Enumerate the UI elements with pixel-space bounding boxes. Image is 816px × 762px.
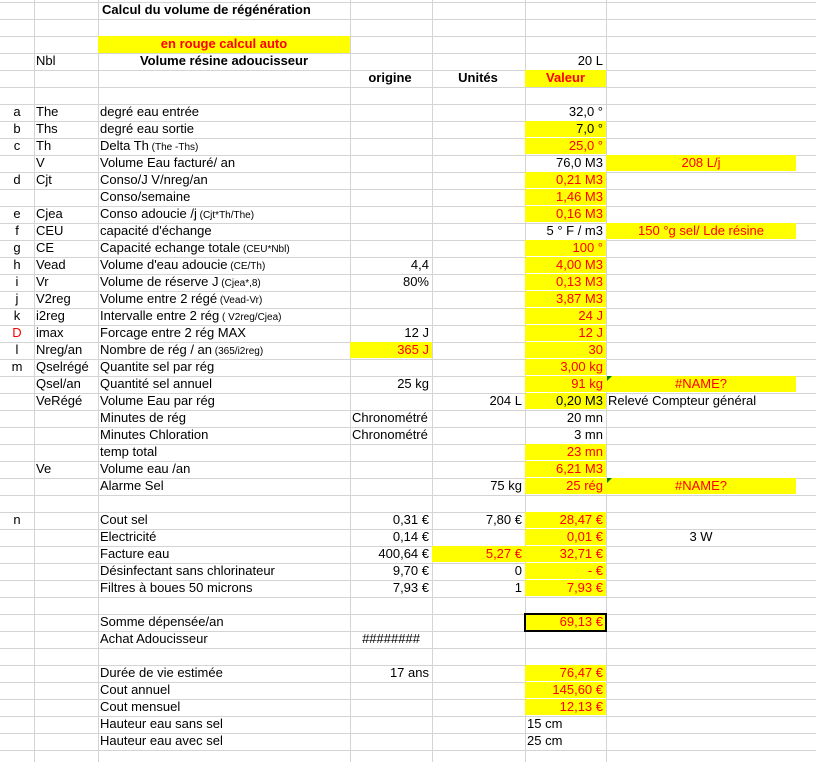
row-symbol-cell[interactable]: Qselrégé (36, 359, 89, 374)
row-label-cell[interactable]: Minutes de rég (100, 410, 186, 425)
row-letter-cell[interactable]: i (15, 274, 19, 289)
row-label-cell[interactable]: Cout mensuel (100, 699, 181, 714)
origine-cell[interactable]: 7,93 € (392, 580, 429, 595)
note-cell[interactable]: 3 W (689, 529, 713, 544)
row-label-cell[interactable]: Achat Adoucisseur (100, 631, 208, 646)
row-label-cell[interactable]: Volume Eau par rég (100, 393, 215, 408)
row-label-cell[interactable]: Volume entre 2 régé (Vead-Vr) (100, 291, 263, 306)
row-letter-cell[interactable]: f (15, 223, 19, 238)
unites-cell[interactable]: 5,27 € (432, 546, 525, 562)
formula-note: (Vead-Vr) (217, 295, 263, 306)
note-cell[interactable]: 150 °g sel/ Lde résine (606, 223, 796, 239)
row-symbol-cell[interactable]: Qsel/an (36, 376, 81, 391)
error-indicator-icon (607, 376, 612, 381)
row-label-cell[interactable]: Nombre de rég / an (365/i2reg) (100, 342, 264, 357)
row-symbol-cell[interactable]: imax (36, 325, 64, 340)
origine-cell[interactable]: Chronométré (352, 410, 428, 425)
formula-note: (CEU*Nbl) (240, 244, 290, 255)
unites-cell[interactable]: 0 (514, 563, 522, 578)
origine-cell[interactable]: 0,14 € (392, 529, 429, 544)
row-letter-cell[interactable]: j (15, 291, 19, 306)
header-unites[interactable]: Unités (458, 70, 498, 85)
valeur-cell[interactable]: 76,0 M3 (556, 155, 603, 170)
row-symbol-cell[interactable]: VeRégé (36, 393, 83, 408)
row-symbol-cell[interactable]: The (36, 104, 59, 119)
valeur-cell[interactable]: 0,13 M3 (525, 274, 606, 290)
valeur-cell[interactable]: 3,00 kg (525, 359, 606, 375)
formula-note: (Cjea*,8) (218, 278, 261, 289)
origine-cell[interactable]: 25 kg (397, 376, 429, 391)
note-cell[interactable]: Relevé Compteur général (608, 393, 757, 408)
valeur-cell[interactable]: 28,47 € (525, 512, 606, 528)
row-symbol-cell[interactable]: Ths (36, 121, 58, 136)
grid-row-line (0, 597, 816, 598)
grid-row-line (0, 19, 816, 20)
row-symbol-cell[interactable]: CE (36, 240, 55, 255)
unites-cell[interactable]: 204 L (489, 393, 522, 408)
grid-row-line (0, 87, 816, 88)
row-label-cell[interactable]: Quantite sel par rég (100, 359, 215, 374)
row-symbol-cell[interactable]: Ve (36, 461, 52, 476)
origine-cell[interactable]: 4,4 (410, 257, 429, 272)
valeur-cell[interactable]: 0,20 M3 (525, 393, 606, 409)
valeur-cell[interactable]: 20 mn (566, 410, 603, 425)
origine-cell[interactable]: 9,70 € (392, 563, 429, 578)
row-letter-cell[interactable]: b (13, 121, 21, 136)
row-label-cell[interactable]: Volume Eau facturé/ an (100, 155, 236, 170)
row-label-cell[interactable]: Hauteur eau avec sel (100, 733, 223, 748)
row-label-cell[interactable]: Durée de vie estimée (100, 665, 223, 680)
valeur-cell[interactable]: 32,0 ° (568, 104, 603, 119)
formula-note: (CE/Th) (227, 261, 266, 272)
valeur-cell[interactable]: 0,01 € (525, 529, 606, 545)
row-label-cell[interactable]: Electricité (100, 529, 157, 544)
row-symbol-cell[interactable]: Nbl (36, 53, 56, 68)
row-label-cell[interactable]: Conso/semaine (100, 189, 191, 204)
row-label-cell[interactable]: Volume eau /an (100, 461, 191, 476)
error-indicator-icon (607, 478, 612, 483)
valeur-cell[interactable]: 0,16 M3 (525, 206, 606, 222)
row-letter-cell[interactable]: h (13, 257, 21, 272)
row-label-cell[interactable]: degré eau sortie (100, 121, 194, 136)
row-label-cell[interactable]: Quantité sel annuel (100, 376, 213, 391)
valeur-cell[interactable]: 3 mn (574, 427, 603, 442)
row-symbol-cell[interactable]: V (36, 155, 45, 170)
formula-note: ( V2reg/Cjea) (219, 312, 282, 323)
row-label-cell[interactable]: Hauteur eau sans sel (100, 716, 223, 731)
valeur-cell[interactable]: 7,0 ° (525, 121, 606, 137)
row-symbol-cell[interactable]: Th (36, 138, 52, 153)
row-letter-cell[interactable]: k (13, 308, 21, 323)
row-label-cell[interactable]: Filtres à boues 50 microns (100, 580, 253, 595)
row-letter-cell[interactable]: D (12, 325, 22, 340)
row-letter-cell[interactable]: e (13, 206, 21, 221)
selected-cell-outline (524, 613, 607, 632)
row-letter-cell[interactable]: l (15, 342, 19, 357)
row-label-cell[interactable]: Cout annuel (100, 682, 171, 697)
note-cell[interactable]: #NAME? (606, 478, 796, 494)
valeur-cell[interactable]: 32,71 € (525, 546, 606, 562)
valeur-cell[interactable]: 0,21 M3 (525, 172, 606, 188)
row-label-cell[interactable]: Volume d'eau adoucie (CE/Th) (100, 257, 266, 272)
unites-cell[interactable]: 1 (514, 580, 522, 595)
header-origine[interactable]: origine (368, 70, 412, 85)
origine-cell[interactable]: 400,64 € (378, 546, 429, 561)
row-label-cell[interactable]: Volume résine adoucisseur (139, 53, 309, 68)
row-letter-cell[interactable]: d (13, 172, 21, 187)
row-label-cell[interactable]: Désinfectant sans chlorinateur (100, 563, 275, 578)
valeur-cell[interactable]: 7,93 € (525, 580, 606, 596)
row-label-cell[interactable]: Somme dépensée/an (100, 614, 224, 629)
valeur-cell[interactable]: 25 rég (525, 478, 606, 494)
note-cell[interactable]: 208 L/j (606, 155, 796, 171)
valeur-cell[interactable]: 69,13 € (525, 614, 606, 630)
valeur-cell[interactable]: 76,47 € (525, 665, 606, 681)
origine-cell[interactable]: ######## (362, 631, 420, 646)
header-valeur[interactable]: Valeur (525, 70, 606, 87)
row-letter-cell[interactable]: n (13, 512, 21, 527)
unites-cell[interactable]: 7,80 € (485, 512, 522, 527)
row-label-cell[interactable]: Alarme Sel (100, 478, 164, 493)
formula-note: (Cjt*Th/The) (196, 210, 255, 221)
valeur-cell[interactable]: 25 cm (527, 733, 563, 748)
valeur-cell[interactable]: 5 ° F / m3 (546, 223, 603, 238)
valeur-cell[interactable]: 24 J (525, 308, 606, 324)
row-symbol-cell[interactable]: Cjt (36, 172, 52, 187)
grid-row-line (0, 750, 816, 751)
valeur-cell[interactable]: 25,0 ° (525, 138, 606, 154)
valeur-cell[interactable]: 23 mn (525, 444, 606, 460)
valeur-cell[interactable]: 12 J (525, 325, 606, 341)
title-cell[interactable]: Calcul du volume de régénération (102, 2, 311, 17)
row-symbol-cell[interactable]: i2reg (36, 308, 65, 323)
row-label-cell[interactable]: degré eau entrée (100, 104, 200, 119)
note-cell[interactable]: #NAME? (606, 376, 796, 392)
row-label-cell[interactable]: Volume de réserve J (Cjea*,8) (100, 274, 261, 289)
valeur-cell[interactable]: 30 (525, 342, 606, 358)
unites-cell[interactable]: 75 kg (490, 478, 522, 493)
formula-note: (The -Ths) (148, 142, 199, 153)
row-label-cell[interactable]: Conso/J V/nreg/an (100, 172, 208, 187)
row-symbol-cell[interactable]: CEU (36, 223, 64, 238)
row-letter-cell[interactable]: g (13, 240, 21, 255)
origine-cell[interactable]: Chronométré (352, 427, 428, 442)
row-symbol-cell[interactable]: V2reg (36, 291, 71, 306)
valeur-cell[interactable]: 100 ° (525, 240, 606, 256)
row-label-cell[interactable]: Minutes Chloration (100, 427, 209, 442)
row-label-cell[interactable]: Facture eau (100, 546, 170, 561)
origine-cell[interactable]: 365 J (350, 342, 432, 358)
valeur-cell[interactable]: 1,46 M3 (525, 189, 606, 205)
row-letter-cell[interactable]: c (13, 138, 21, 153)
valeur-cell[interactable]: 91 kg (525, 376, 606, 392)
row-label-cell[interactable]: Intervalle entre 2 rég ( V2reg/Cjea) (100, 308, 282, 323)
row-label-cell[interactable]: Capacité echange totale (CEU*Nbl) (100, 240, 290, 255)
formula-note: (365/i2reg) (212, 346, 264, 357)
origine-cell[interactable]: 12 J (404, 325, 429, 340)
row-symbol-cell[interactable]: Cjea (36, 206, 63, 221)
origine-cell[interactable]: 80% (402, 274, 429, 289)
valeur-cell[interactable]: 6,21 M3 (525, 461, 606, 477)
origine-cell[interactable]: 0,31 € (392, 512, 429, 527)
row-symbol-cell[interactable]: Vead (36, 257, 66, 272)
valeur-cell[interactable]: 3,87 M3 (525, 291, 606, 307)
valeur-cell[interactable]: 20 L (577, 53, 603, 68)
valeur-cell[interactable]: 4,00 M3 (525, 257, 606, 273)
valeur-cell[interactable]: 12,13 € (525, 699, 606, 715)
row-letter-cell[interactable]: a (13, 104, 21, 119)
row-label-cell[interactable]: Conso adoucie /j (Cjt*Th/The) (100, 206, 255, 221)
valeur-cell[interactable]: - € (525, 563, 606, 579)
row-symbol-cell[interactable]: Vr (36, 274, 49, 289)
row-label-cell[interactable]: Forcage entre 2 rég MAX (100, 325, 246, 340)
row-label-cell[interactable]: capacité d'échange (100, 223, 212, 238)
row-label-cell[interactable]: Cout sel (100, 512, 148, 527)
grid-row-line (0, 648, 816, 649)
valeur-cell[interactable]: 15 cm (527, 716, 563, 731)
origine-cell[interactable]: 17 ans (389, 665, 429, 680)
valeur-cell[interactable]: 145,60 € (525, 682, 606, 698)
row-label-cell[interactable]: Delta Th (The -Ths) (100, 138, 199, 153)
banner-cell[interactable]: en rouge calcul auto (98, 36, 350, 53)
grid-row-line (0, 495, 816, 496)
row-symbol-cell[interactable]: Nreg/an (36, 342, 83, 357)
row-letter-cell[interactable]: m (11, 359, 23, 374)
row-label-cell[interactable]: temp total (100, 444, 158, 459)
